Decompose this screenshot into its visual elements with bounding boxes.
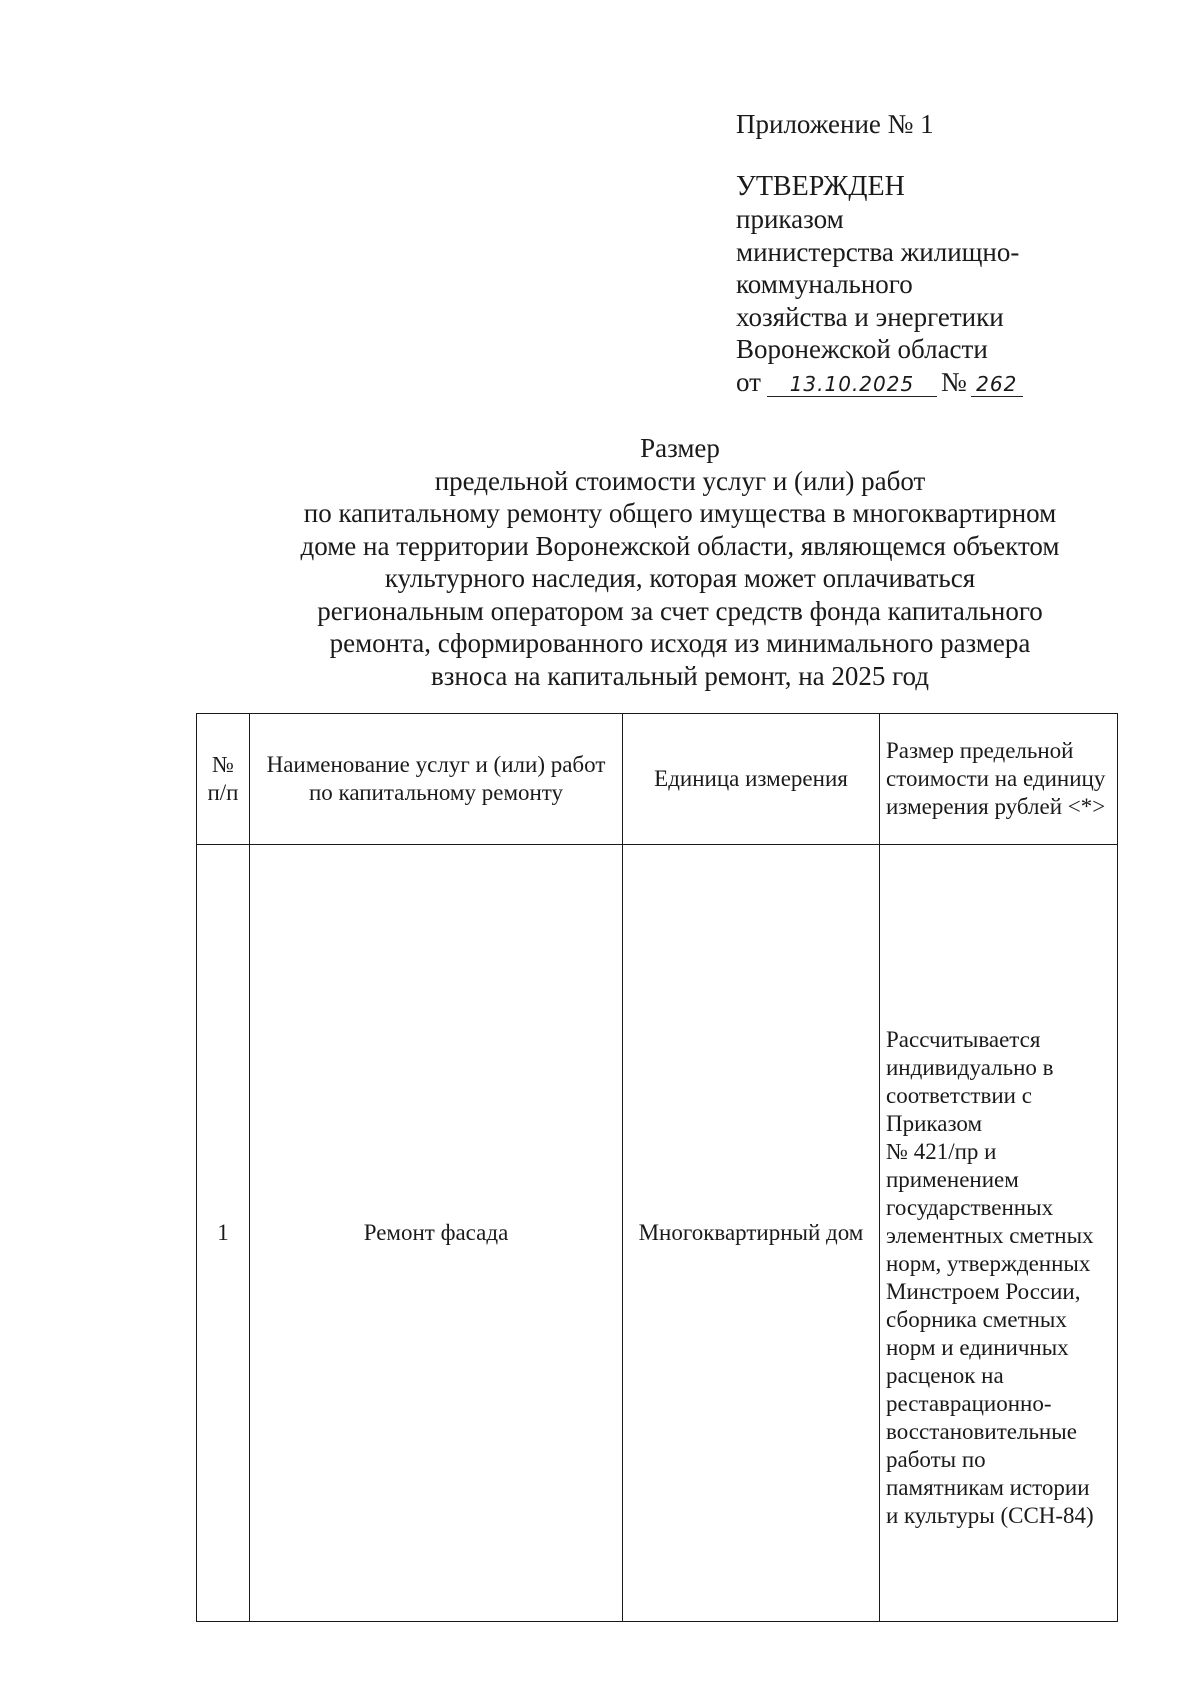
price-line: сборника сметных [886,1307,1067,1332]
price-line: реставрационно- [886,1391,1052,1416]
approval-line: коммунального [736,269,913,299]
price-line: индивидуально в [886,1055,1054,1080]
annex-label: Приложение № 1 [736,109,934,139]
approval-block [736,108,1116,398]
title-line: ремонта, сформированного исходя из минимального размера [329,628,1031,658]
title-line: доме на территории Воронежской области, являющемся объектом [300,530,1060,561]
document-title [240,432,1120,692]
title-line: предельной стоимости услуг и (или) работ [434,465,926,496]
title-line: Размер [640,433,720,463]
title-line: взноса на капитальный ремонт, на 2025 год [430,660,929,691]
approval-line: приказом [736,204,844,234]
cost-table [196,713,1118,1622]
header-unit: Единица измерения [623,714,880,845]
row-unit: Многоквартирный дом [623,845,880,1622]
header-price: Размер предельной стоимости на единицу измерения рублей <*> [880,714,1118,845]
price-line: восстановительные [886,1419,1077,1444]
title-line: по капитальному ремонту общего имущества в многоквартирном [303,498,1057,528]
approval-line: хозяйства и энергетики [736,301,1004,332]
price-line: Приказом [886,1111,983,1136]
table-row [197,845,1118,1622]
title-line: региональным оператором за счет средств фонда капитального [317,595,1043,626]
row-price [880,845,1118,1622]
number-label: № [940,366,967,397]
table-header-row [197,714,1118,845]
row-num: 1 [197,845,250,1622]
approval-line: Воронежской области [736,334,988,364]
handwritten-number: 262 [971,372,1023,397]
price-line: памятникам истории [886,1475,1090,1500]
price-line: норм, утвержденных [886,1251,1091,1276]
price-line: норм и единичных [886,1335,1069,1360]
price-line: Рассчитывается [886,1027,1041,1052]
order-date-number [736,366,1116,399]
header-name: Наименование услуг и (или) работ по капитальному ремонту [250,714,623,845]
price-line: применением [886,1167,1019,1192]
price-line: государственных [886,1195,1054,1220]
price-line: расценок на [886,1363,1004,1388]
from-label: от [736,366,761,397]
approval-line: министерства жилищно- [736,236,1020,267]
approved-label: УТВЕРЖДЕН [736,170,905,202]
price-line: элементных сметных [886,1223,1094,1248]
header-num: № п/п [197,714,250,845]
handwritten-date: 13.10.2025 [767,372,937,397]
price-line: соответствии с [886,1083,1032,1108]
row-name: Ремонт фасада [250,845,623,1622]
price-line: Минстроем России, [886,1279,1081,1304]
price-line: и культуры (ССН-84) [886,1503,1094,1528]
price-line: работы по [886,1447,986,1472]
title-line: культурного наследия, которая может оплачиваться [384,563,976,593]
price-line: № 421/пр и [886,1139,997,1164]
